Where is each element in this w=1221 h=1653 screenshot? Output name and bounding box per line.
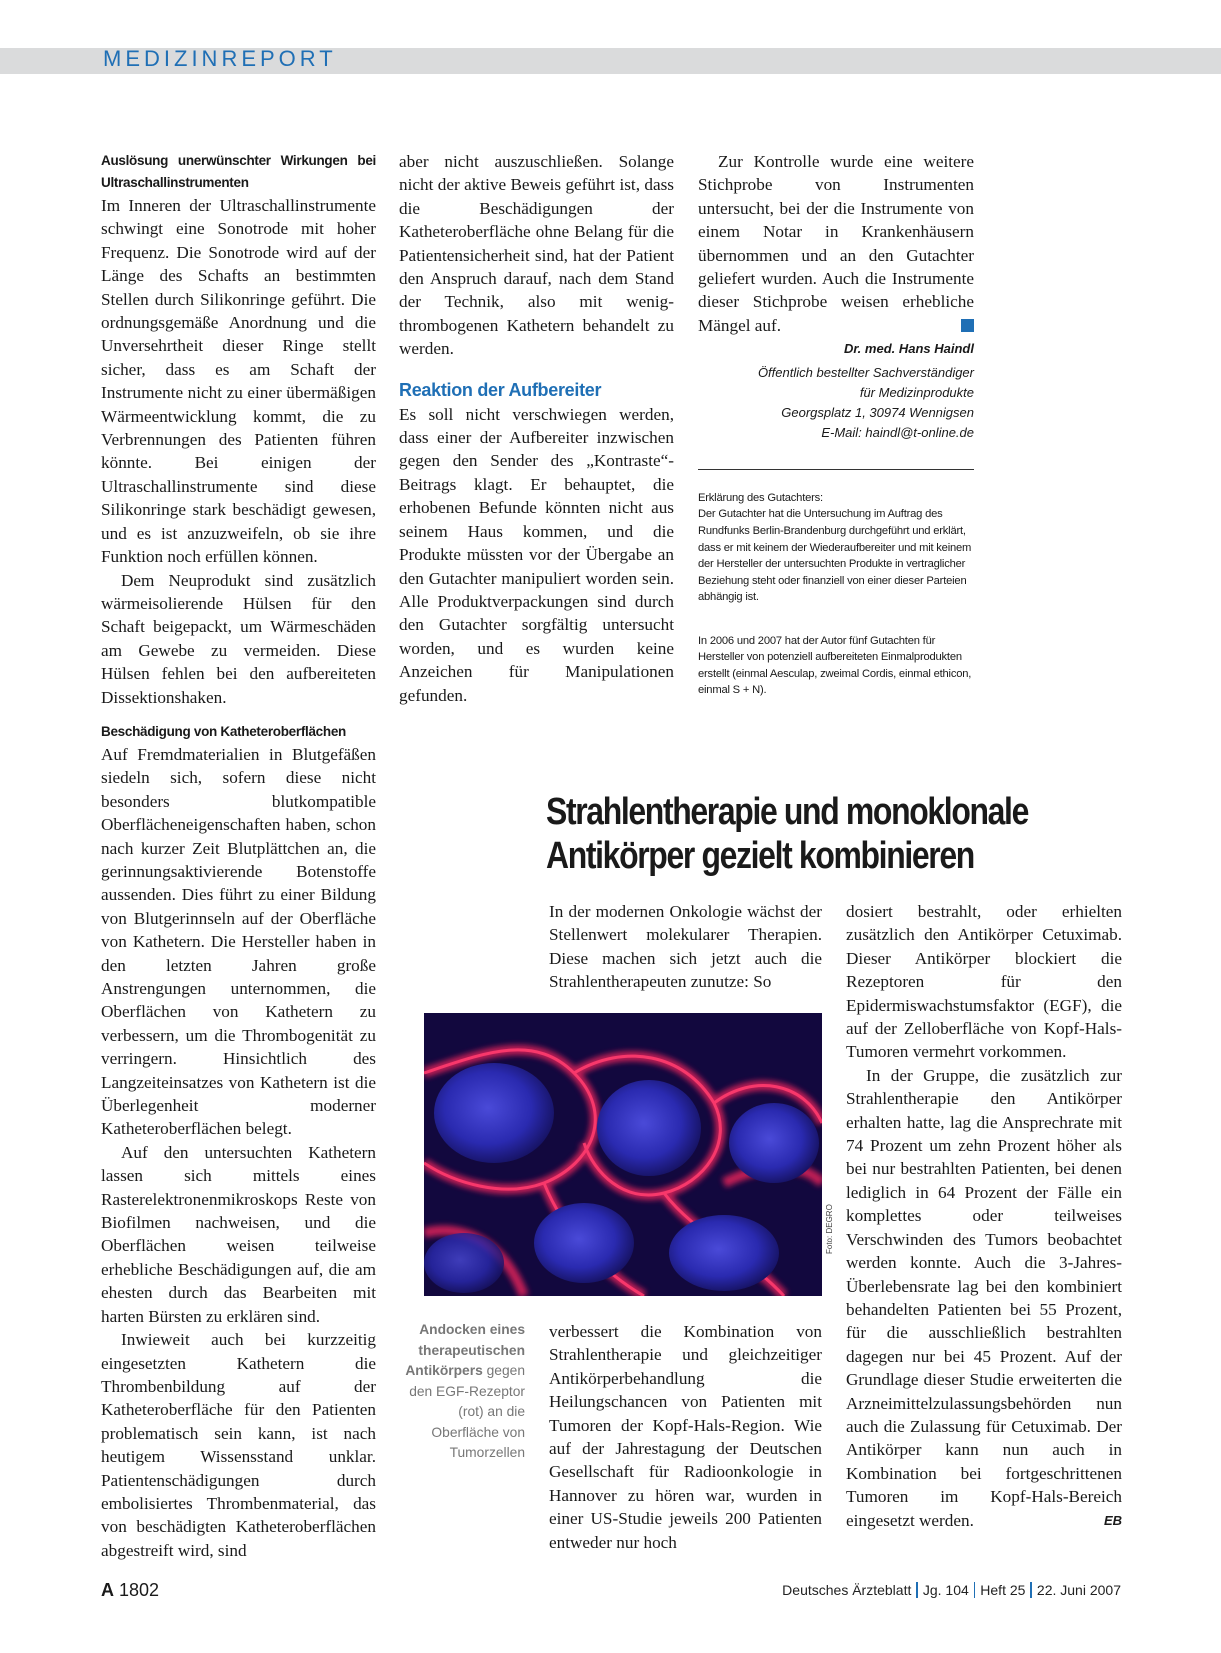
paragraph: Auf den untersuchten Kathetern lassen sich mittels eines Rasterelektronenmikroskops Reste von Biofilmen nachweisen, und die Oberflächen weisen teilweise erhebliche Beschädigungen auf, die am ehesten durch das Bearbeiten mit harten Bürsten zu erklären sind. (101, 1142, 376, 1326)
paragraph-text: Zur Kontrolle wurde eine weitere Stichprobe von Instrumenten untersucht, bei der die Instrumente von einem Notar in Krankenhäusern übernommen und an den Gutachter geliefert wurden. Auch die Instrumente dieser Stichprobe weisen erhebliche Mängel auf. (698, 152, 974, 335)
caption-bold: Andocken eines therapeutischen Antikörpers (405, 1322, 525, 1378)
paragraph: In der modernen Onkologie wächst der Stellenwert molekularer Therapien. Diese machen sich jetzt auch die Strahlentherapeuten zunutze: So (549, 902, 822, 992)
microscopy-image (424, 1013, 822, 1296)
caption-text: gegen den EGF-Rezeptor (rot) an die Oberfläche von Tumorzellen (409, 1363, 525, 1460)
photo-caption (395, 1320, 525, 1464)
paragraph: Es soll nicht verschwiegen werden, dass einer der Aufbereiter inzwischen gegen den Sender des „Kontraste“-Beitrags klagt. Er behauptet, die erhobenen Befunde könnten nicht aus seinem Haus kommen, und die Produkte müssten vor der Übergabe an den Gutachter manipuliert worden sein. Alle Produktverpackungen sind durch den Gutachter sorgfältig untersucht worden, und es wurden keine Anzeichen für Manipulationen gefunden. (399, 404, 674, 705)
author-title: für Medizinprodukte (859, 385, 974, 401)
column-1 (101, 150, 376, 1562)
subheading-catheter: Beschädigung von Katheteroberflächen (101, 723, 346, 739)
author-name: Dr. med. Hans Haindl (843, 341, 974, 357)
page-number-value: 1802 (119, 1580, 160, 1600)
author-block (698, 339, 974, 443)
journal-name: Deutsches Ärzteblatt (782, 1582, 912, 1598)
title-line: Antikörper gezielt kombinieren (546, 835, 974, 877)
page-number (101, 1580, 159, 1601)
note-paragraph: In 2006 und 2007 hat der Autor fünf Gutachten für Hersteller von potenziell aufbereiteten Einmalprodukten erstellt (einmal Aesculap, zweimal Cordis, einmal ethicon, einmal S + N). (698, 634, 972, 697)
paragraph: verbessert die Kombination von Strahlentherapie und gleichzeitiger Antikörperbehandlung die Heilungschancen von Patienten mit Tumoren der Kopf-Hals-Region. Wie auf der Jahrestagung der Deutschen Gesellschaft für Radioonkologie in Hannover zu hören war, wurden in einer US-Studie jeweils 200 Patienten entweder nur hoch (549, 1322, 822, 1552)
article-title (546, 790, 1028, 878)
author-title: Öffentlich bestellter Sachverständiger (757, 365, 974, 381)
article-continuation (549, 1320, 822, 1554)
paragraph (846, 1064, 1122, 1532)
separator (974, 1582, 976, 1598)
paragraph: aber nicht auszuschließen. Solange nicht der aktive Beweis geführt ist, dass die Beschädigungen der Katheteroberfläche ohne Belang für die Patientensicherheit sind, hat der Patient den Anspruch darauf, nach dem Stand der Technik, also mit wenig-thrombogenen Kathetern behandelt zu werden. (399, 152, 674, 359)
paragraph: Auf Fremdmaterialien in Blutgefäßen siedeln sich, sofern diese nicht besonders blutkompatible Oberflächeneigenschaften haben, schon nach kurzer Zeit Blutplättchen an, die gerinnungsaktivierende Botenstoffe aussenden. Dies führt zu einer Bildung von Blutgerinnseln auf der Oberfläche von Kathetern. Die Hersteller haben in den letzten Jahren große Anstrengungen unternommen, die Oberflächen von Kathetern zu verbessern, um die Thrombogenität zu verringern. Hinsichtlich des Langzeiteinsatzes von Kathetern ist die Überlegenheit moderner Katheteroberflächen belegt. (101, 744, 376, 1139)
subheading-ultrasound: Auslösung unerwünschter Wirkungen bei Ultraschallinstrumenten (101, 153, 376, 190)
author-email: E-Mail: haindl@t-online.de (821, 425, 974, 441)
column-3 (698, 150, 974, 726)
journal-date: 22. Juni 2007 (1036, 1582, 1121, 1598)
separator (916, 1582, 918, 1598)
column-2 (399, 150, 674, 707)
note-paragraph: Erklärung des Gutachters: Der Gutachter hat die Untersuchung im Auftrag des Rundfunks Berlin-Brandenburg durchgeführt und erklärt, dass er mit keinem der Wiederaufbereiter und mit keinem der Hersteller der untersuchten Produkte in vertraglicher Beziehung steht oder finanziell von einer dieser Parteien abhängig ist. (698, 491, 972, 604)
separator (1030, 1582, 1032, 1598)
end-square-icon (961, 319, 974, 332)
paragraph-text: In der Gruppe, die zusätzlich zur Strahlentherapie den Antikörper erhalten hatte, lag die Ansprechrate mit 74 Prozent um zehn Prozent höher als bei nur bestrahlten Patienten, bei denen lediglich in 64 Prozent der Fälle ein komplettes oder teilweises Verschwinden des Tumors beobachtet werden konnte. Auch die 3-Jahres-Überlebensrate lag bei den kombiniert behandelten Patienten bei 55 Prozent, für die ausschließlich bestrahlten dagegen nur bei 45 Prozent. Auf der Grundlage dieser Studie erweiterten die Arzneimittelzulassungsbehörden nun auch die Zulassung für Cetuximab. Der Antikörper kann nun auch in Kombination bei fortgeschrittenen Tumoren im Kopf-Hals-Bereich eingesetzt werden. (846, 1065, 1122, 1530)
paragraph: dosiert bestrahlt, oder erhielten zusätzlich den Antikörper Cetuximab. Dieser Antikörper blockiert die Rezeptoren für den Epidermiswachstumsfaktor (EGF), die auf der Zelloberfläche von Kopf-Hals-Tumoren vermehrt vorkommen. (846, 902, 1122, 1062)
page-letter: A (101, 1580, 114, 1600)
journal-issue: Heft 25 (980, 1582, 1026, 1598)
article-intro (549, 900, 822, 994)
journal-volume: Jg. 104 (922, 1582, 969, 1598)
paragraph: Inwieweit auch bei kurzzeitig eingesetzten Kathetern die Thrombenbildung auf der Katheteroberfläche für den Patienten problematisch sein kann, ist nach heutigem Wissensstand unklar. Patientenschädigungen durch embolisiertes Thrombenmaterial, das von beschädigten Katheteroberflächen abgestreift wird, sind (101, 1330, 376, 1560)
tumor-cell-photo (424, 1013, 822, 1296)
author-address: Georgsplatz 1, 30974 Wennigsen (781, 405, 974, 421)
subheading-reaction: Reaktion der Aufbereiter (399, 379, 602, 400)
journal-info (782, 1582, 1121, 1598)
photo-credit: Foto: DEGRO (825, 1204, 834, 1254)
article-right-column (846, 900, 1122, 1532)
paragraph: Im Inneren der Ultraschallinstrumente schwingt eine Sonotrode mit hoher Frequenz. Die Sonotrode wird auf der Länge des Schafts an bestimmten Stellen durch Silikonringe geführt. Die ordnungsgemäße Anordnung und die Unversehrtheit dieser Ringe stellt sicher, dass es am Schaft der Instrumente nicht zu einer übermäßigen Wärmeentwicklung kommt, die zu Verbrennungen des Patienten führen könnte. Bei einigen der Ultraschallinstrumente sind diese Silikonringe stark beschädigt gewesen, und es ist anzuzweifeln, ob sie ihre Funktion noch erfüllen können. (101, 196, 376, 567)
paragraph: Dem Neuprodukt sind zusätzlich wärmeisolierende Hülsen für den Schaft beigepackt, um Wärmeschäden am Gewebe zu vermeiden. Diese Hülsen fehlen bei den aufbereiteten Dissektionshaken. (101, 570, 376, 707)
section-label: MEDIZINREPORT (103, 46, 337, 71)
title-line: Strahlentherapie und monoklonale (546, 791, 1028, 833)
paragraph (698, 150, 974, 337)
author-signature: EB (1103, 1512, 1122, 1528)
disclosure-note (698, 469, 974, 725)
